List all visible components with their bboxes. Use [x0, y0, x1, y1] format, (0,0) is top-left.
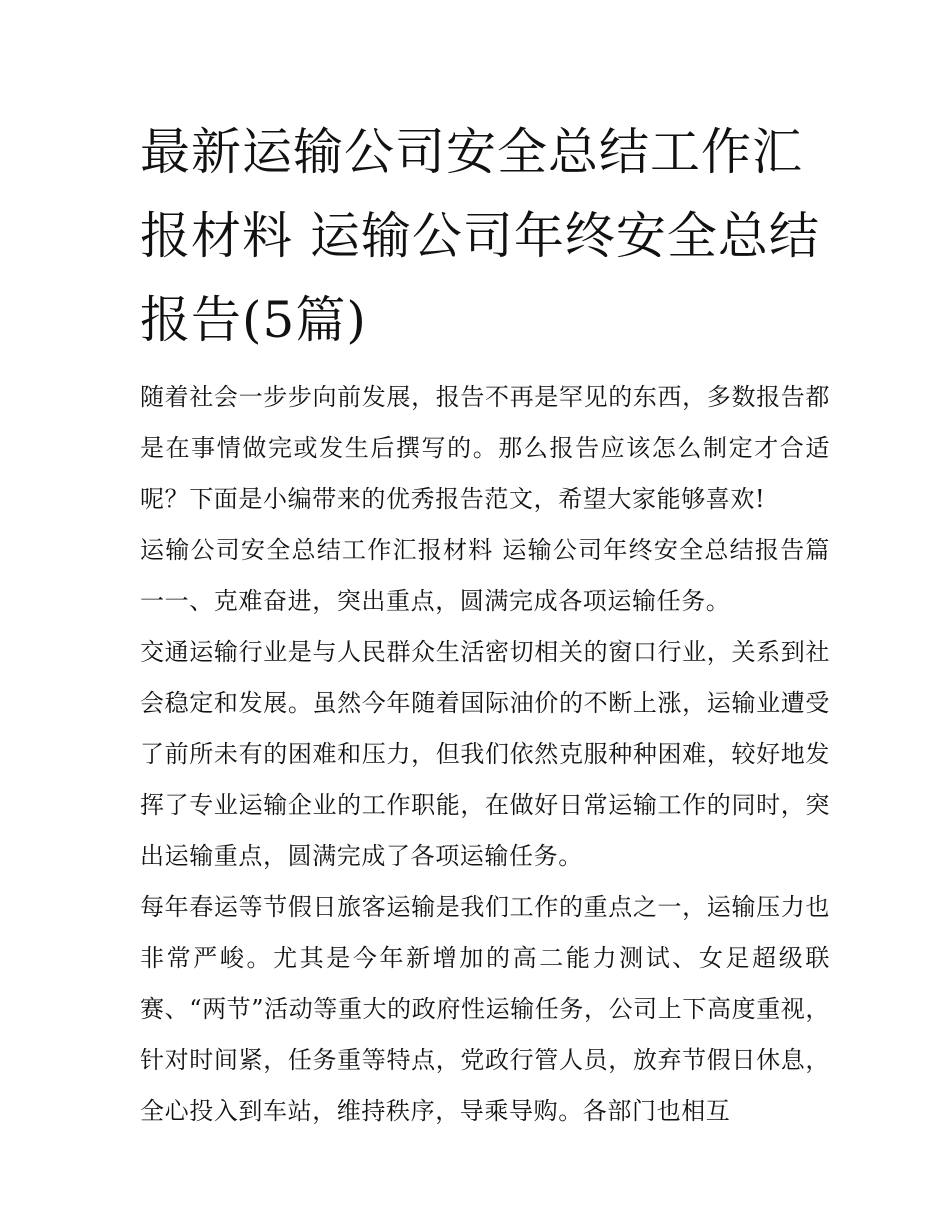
section-heading-paragraph: 运输公司安全总结工作汇报材料 运输公司年终安全总结报告篇一一、克难奋进，突出重点，圆满完成各项运输任务。: [140, 536, 830, 615]
intro-paragraph: 随着社会一步步向前发展，报告不再是罕见的东西，多数报告都是在事情做完或发生后撰写的。那么报告应该怎么制定才合适呢？下面是小编带来的优秀报告范文，希望大家能够喜欢!: [140, 383, 830, 513]
document-title: 最新运输公司安全总结工作汇报材料 运输公司年终安全总结报告(5篇): [140, 123, 820, 349]
document-page: [140, 110, 830, 1137]
body-paragraph: 每年春运等节假日旅客运输是我们工作的重点之一，运输压力也非常严峻。尤其是今年新增加的高二能力测试、女足超级联赛、“两节”活动等重大的政府性运输任务，公司上下高度重视，针对时间紧，任务重等特点，党政行管人员，放弃节假日休息，全心投入到车站，维持秩序，导乘导购。各部门也相互: [140, 893, 830, 1125]
body-paragraph: 交通运输行业是与人民群众生活密切相关的窗口行业，关系到社会稳定和发展。虽然今年随着国际油价的不断上涨，运输业遭受了前所未有的困难和压力，但我们依然克服种种困难，较好地发挥了专业运输企业的工作职能，在做好日常运输工作的同时，突出运输重点，圆满完成了各项运输任务。: [140, 638, 830, 870]
